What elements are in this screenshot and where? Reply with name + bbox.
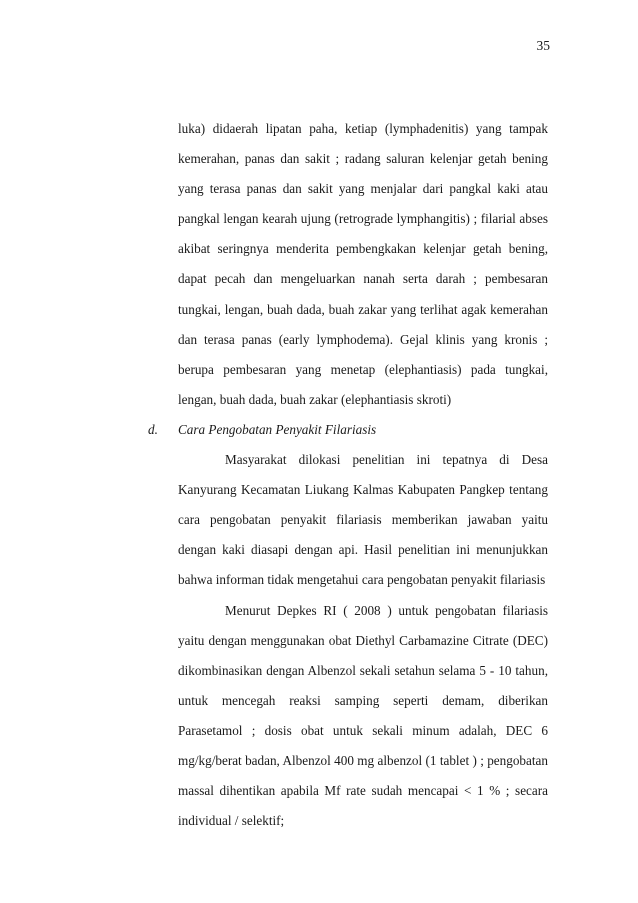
section-marker: d. (148, 421, 158, 437)
section-heading (148, 415, 548, 445)
page-number: 35 (536, 38, 550, 53)
section-title: Cara Pengobatan Penyakit Filariasis (178, 421, 377, 437)
continuation-paragraph: luka) didaerah lipatan paha, ketiap (lymphadenitis) yang tampak kemerahan, panas dan sakit ; radang saluran kelenjar getah bening yang terasa panas dan sakit yang menjalar dari pangkal kaki atau pangkal lengan kearah ujung (retrograde lymphangitis) ; filarial abses akibat seringnya menderita pembengkakan kelenjar getah bening, dapat pecah dan mengeluarkan nanah serta darah ; pembesaran tungkai, lengan, buah dada, buah zakar yang terlihat agak kemerahan dan terasa panas (early lymphodema). Gejal klinis yang kronis ; berupa pembesaran yang menetap (elephantiasis) pada tungkai, lengan, buah dada, buah zakar (elephantiasis skroti) (178, 121, 548, 407)
paragraph-treatment-survey: Masyarakat dilokasi penelitian ini tepatnya di Desa Kanyurang Kecamatan Liukang Kalmas Kabupaten Pangkep tentang cara pengobatan penyakit filariasis memberikan jawaban yaitu dengan kaki diasapi dengan api. Hasil penelitian ini menunjukkan bahwa informan tidak mengetahui cara pengobatan penyakit filariasis (178, 452, 548, 588)
page-body (148, 114, 548, 836)
paragraph-depkes-treatment: Menurut Depkes RI ( 2008 ) untuk pengobatan filariasis yaitu dengan menggunakan obat Diethyl Carbamazine Citrate (DEC) dikombinasikan dengan Albenzol sekali setahun selama 5 - 10 tahun, untuk mencegah reaksi samping seperti demam, diberikan Parasetamol ; dosis obat untuk sekali minum adalah, DEC 6 mg/kg/berat badan, Albenzol 400 mg albenzol (1 tablet ) ; pengobatan massal dihentikan apabila Mf rate sudah mencapai < 1 % ; secara individual / selektif; (178, 602, 548, 829)
